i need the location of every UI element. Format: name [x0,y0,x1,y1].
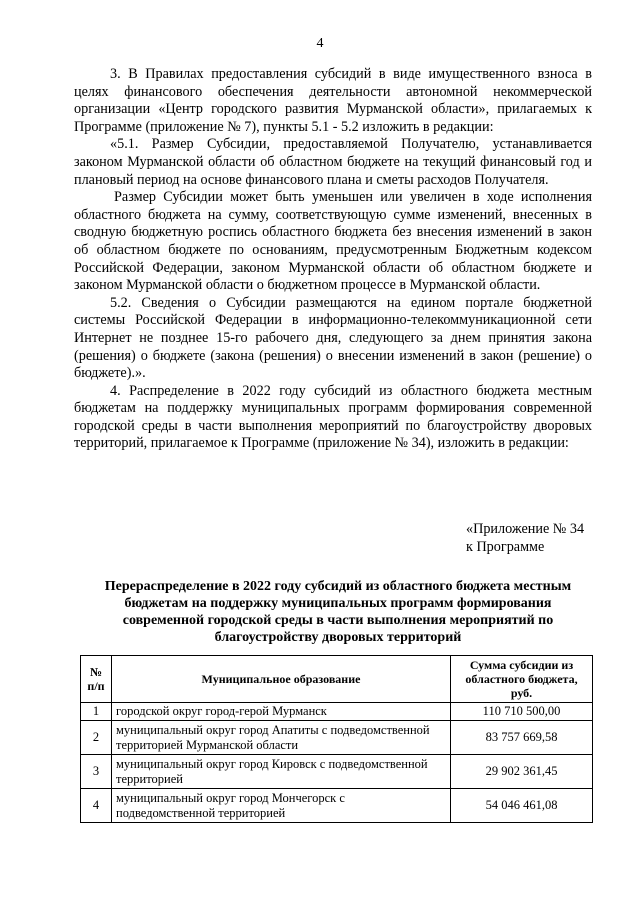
row-municipality: городской округ город-герой Мурманск [112,703,451,721]
row-num: 2 [81,721,112,755]
paragraph-item-4: 4. Распределение в 2022 году субсидий из областного бюджета местным бюджетам на поддержку муниципальных программ формирования современной городской среды в части выполнения мероприятий по благоустройству дворовых территорий, прилагаемое к Программе (приложение № 34), изложить в редакции: [74,382,592,452]
header-name: Муниципальное образование [112,656,451,703]
row-municipality: муниципальный округ город Апатиты с подведомственной территорией Мурманской области [112,721,451,755]
row-municipality: муниципальный округ город Мончегорск с подведомственной территорией [112,789,451,823]
row-num: 4 [81,789,112,823]
row-sum: 83 757 669,58 [451,721,593,755]
row-sum: 54 046 461,08 [451,789,593,823]
row-sum: 29 902 361,45 [451,755,593,789]
row-num: 1 [81,703,112,721]
paragraph-point-5-1: «5.1. Размер Субсидии, предоставляемой Получателю, устанавливается законом Мурманской области об областном бюджете на текущий финансовый год и плановый период на основе финансового плана и сметы расходов Получателя. [74,136,592,188]
table-row [81,755,593,789]
row-municipality: муниципальный округ город Кировск с подведомственной территорией [112,755,451,789]
table-row [81,721,593,755]
appendix-program: к Программе [466,539,545,555]
document-body [74,66,592,453]
paragraph-item-3: 3. В Правилах предоставления субсидий в виде имущественного взноса в целях финансового обеспечения деятельности автономной некоммерческой организации «Центр городского развития Мурманской области», прилагаемых к Программе (приложение № 7), пункты 5.1 - 5.2 изложить в редакции: [74,66,592,135]
row-num: 3 [81,755,112,789]
paragraph-subsidy-size: Размер Субсидии может быть уменьшен или увеличен в ходе исполнения областного бюджета на сумму, соответствующую сумме изменений, внесенных в сводную бюджетную роспись областного бюджета без внесения изменений в закон об областном бюджете по основаниям, предусмотренным Бюджетным кодексом Российской Федерации, законом Мурманской области об областном бюджете и законом Мурманской области о бюджетном процессе в Мурманской области. [74,189,592,294]
table-title: Перераспределение в 2022 году субсидий из областного бюджета местным бюджетам на поддержку муниципальных программ формирования современной городской среды в части выполнения мероприятий по благоустройству дворовых территорий [104,579,572,645]
header-num: № п/п [81,656,112,703]
table-row [81,789,593,823]
header-sum: Сумма субсидии из областного бюджета, руб. [451,656,593,703]
table-header-row [81,656,593,703]
page-number: 4 [316,36,324,51]
paragraph-point-5-2: 5.2. Сведения о Субсидии размещаются на едином портале бюджетной системы Российской Федерации в информационно-телекоммуникационной сети Интернет не позднее 15-го рабочего дня, следующего за днем принятия закона (решения) о бюджете (закона (решения) о внесении изменений в закон (решение) о бюджете).». [74,294,592,382]
appendix-number: «Приложение № 34 [466,521,585,537]
appendix-reference [466,520,584,556]
row-sum: 110 710 500,00 [451,703,593,721]
subsidy-table [80,655,593,823]
table-row [81,703,593,721]
